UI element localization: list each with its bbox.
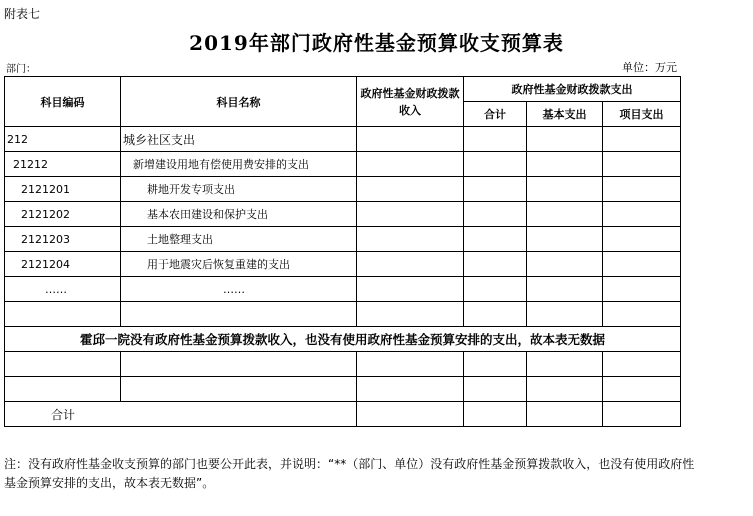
row-name: 基本农田建设和保护支出: [121, 202, 357, 227]
row-total: [464, 202, 527, 227]
row-name: 用于地震灾后恢复重建的支出: [121, 252, 357, 277]
row-basic: [527, 152, 603, 177]
attachment-label: 附表七: [4, 7, 41, 21]
total-row: [5, 402, 681, 427]
row-project: [603, 177, 681, 202]
row-total: [464, 127, 527, 152]
table-row: [5, 227, 681, 252]
row-basic: [527, 177, 603, 202]
row-basic: [527, 202, 603, 227]
header-project: 项目支出: [603, 102, 681, 127]
row-code: ……: [5, 277, 121, 302]
row-basic: [527, 227, 603, 252]
header-basic: 基本支出: [527, 102, 603, 127]
header-name: 科目名称: [121, 77, 357, 127]
row-name: ……: [121, 277, 357, 302]
row-name: 耕地开发专项支出: [121, 177, 357, 202]
header-code: 科目编码: [5, 77, 121, 127]
row-income: [357, 202, 464, 227]
row-project: [603, 152, 681, 177]
row-code: 212: [5, 127, 121, 152]
row-basic: [527, 127, 603, 152]
unit-label: 单位：万元: [622, 61, 677, 74]
row-basic: [527, 252, 603, 277]
header-total: 合计: [464, 102, 527, 127]
table-row: [5, 127, 681, 152]
row-income: [357, 277, 464, 302]
row-code: 2121204: [5, 252, 121, 277]
header-income: 政府性基金财政拨款收入: [357, 77, 464, 127]
row-total: [464, 227, 527, 252]
footnote: 注：没有政府性基金收支预算的部门也要公开此表，并说明：“**（部门、单位）没有政府性基金预算拨款收入，也没有使用政府性基金预算安排的支出，故本表无数据”。: [4, 457, 695, 490]
table-row-empty: [5, 352, 681, 377]
row-income: [357, 127, 464, 152]
row-total: [464, 152, 527, 177]
row-income: [357, 152, 464, 177]
row-code: 2121203: [5, 227, 121, 252]
row-total: [464, 277, 527, 302]
row-income: [357, 177, 464, 202]
table-row: [5, 177, 681, 202]
budget-table: [4, 76, 681, 427]
total-label: 合计: [5, 402, 357, 427]
row-project: [603, 252, 681, 277]
row-project: [603, 277, 681, 302]
no-data-row: [5, 327, 681, 352]
department-label: 部门：: [6, 64, 36, 75]
row-project: [603, 127, 681, 152]
row-name: 城乡社区支出: [121, 127, 357, 152]
table-row: [5, 277, 681, 302]
table-row: [5, 152, 681, 177]
row-income: [357, 252, 464, 277]
no-data-note: 霍邱一院没有政府性基金预算拨款收入，也没有使用政府性基金预算安排的支出，故本表无数据: [5, 327, 681, 352]
row-project: [603, 202, 681, 227]
header-expense-group: 政府性基金财政拨款支出: [464, 77, 681, 102]
table-row-empty: [5, 377, 681, 402]
row-name: 新增建设用地有偿使用费安排的支出: [121, 152, 357, 177]
row-code: 2121202: [5, 202, 121, 227]
table-row: [5, 252, 681, 277]
page-title: 2019年部门政府性基金预算收支预算表: [189, 31, 564, 55]
row-total: [464, 177, 527, 202]
row-name: 土地整理支出: [121, 227, 357, 252]
row-basic: [527, 277, 603, 302]
row-income: [357, 227, 464, 252]
row-total: [464, 252, 527, 277]
row-project: [603, 227, 681, 252]
table-row: [5, 202, 681, 227]
row-code: 21212: [5, 152, 121, 177]
row-code: 2121201: [5, 177, 121, 202]
table-row-empty: [5, 302, 681, 327]
